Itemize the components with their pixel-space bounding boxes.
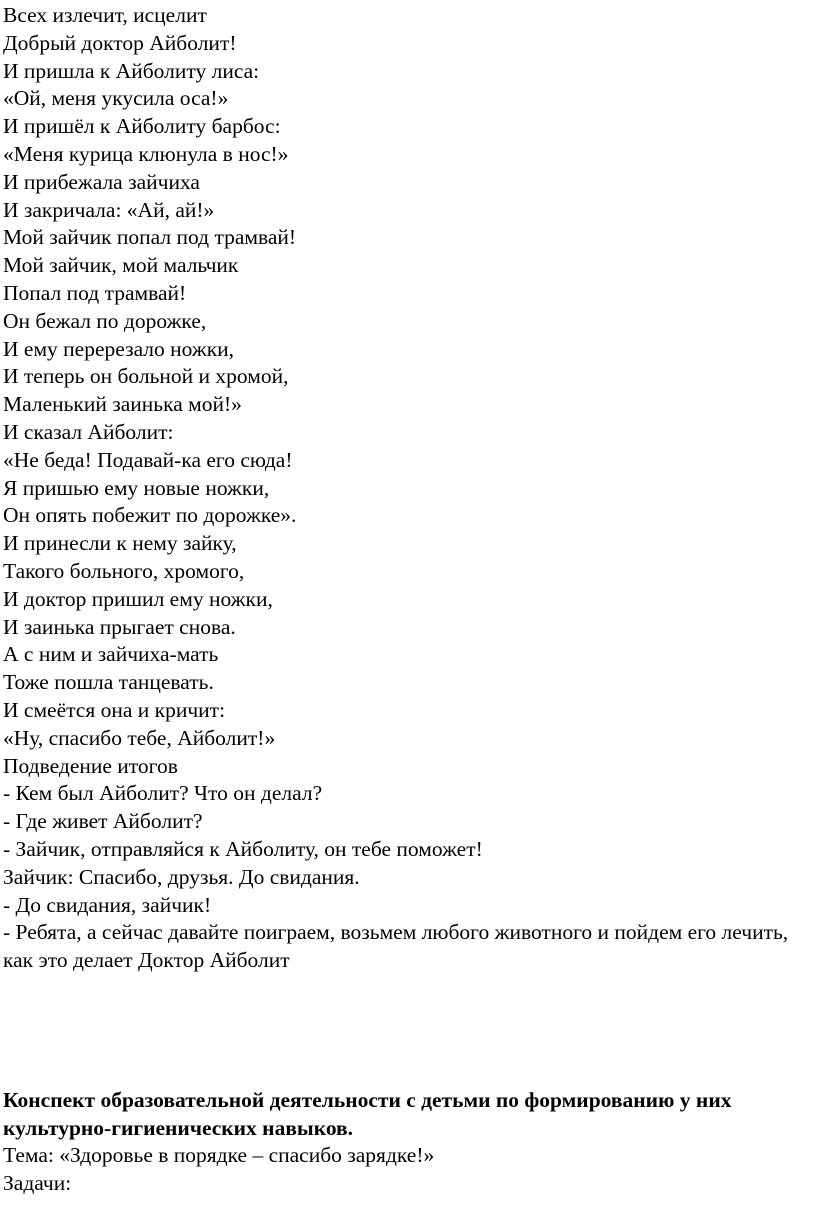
poem <box>3 2 815 753</box>
poem-line: Мой зайчик попал под трамвай! <box>3 225 297 250</box>
poem-line: И сказал Айболит: <box>3 419 174 444</box>
poem-line: Попал под трамвай! <box>3 280 187 305</box>
section-tasks-label: Задачи: <box>3 1171 72 1196</box>
poem-line: «Ну, спасибо тебе, Айболит!» <box>3 725 276 750</box>
poem-line: «Ой, меня укусила оса!» <box>3 86 229 111</box>
poem-line: Он бежал по дорожке, <box>3 308 207 333</box>
poem-line: Он опять побежит по дорожке». <box>3 503 297 528</box>
poem-line: Мой зайчик, мой мальчик <box>3 253 239 278</box>
summary-heading: Подведение итогов <box>3 753 178 778</box>
summary-line: - До свидания, зайчик! <box>3 892 212 917</box>
poem-line: «Не беда! Подавай-ка его сюда! <box>3 447 293 472</box>
summary-line: Зайчик: Спасибо, друзья. До свидания. <box>3 864 360 889</box>
poem-line: «Меня курица клюнула в нос!» <box>3 141 289 166</box>
section-title: Конспект образовательной деятельности с детьми по формированию у них культурно-гигиенических навыков. <box>3 1087 732 1140</box>
poem-line: И ему перерезало ножки, <box>3 336 235 361</box>
poem-line: И закричала: «Ай, ай!» <box>3 197 215 222</box>
poem-line: И теперь он больной и хромой, <box>3 364 289 389</box>
poem-line: И прибежала зайчиха <box>3 169 200 194</box>
poem-line: Маленький заинька мой!» <box>3 392 242 417</box>
summary-section <box>3 753 815 975</box>
poem-line: Добрый доктор Айболит! <box>3 30 237 55</box>
section-spacer <box>3 975 815 1087</box>
poem-line: Такого больного, хромого, <box>3 558 245 583</box>
poem-line: Я пришью ему новые ножки, <box>3 475 270 500</box>
poem-line: И доктор пришил ему ножки, <box>3 586 273 611</box>
poem-line: Тоже пошла танцевать. <box>3 670 214 695</box>
poem-line: И пришёл к Айболиту барбос: <box>3 114 281 139</box>
section-theme: Тема: «Здоровье в порядке – спасибо зарядке!» <box>3 1143 435 1168</box>
summary-line: - Где живет Айболит? <box>3 809 203 834</box>
poem-line: И смеётся она и кричит: <box>3 697 226 722</box>
poem-line: И принесли к нему зайку, <box>3 531 237 556</box>
poem-line: И заинька прыгает снова. <box>3 614 236 639</box>
summary-closing-paragraph: - Ребята, а сейчас давайте поиграем, возьмем любого животного и пойдем его лечить, как это делает Доктор Айболит <box>3 920 789 973</box>
next-section <box>3 1087 815 1198</box>
poem-line: А с ним и зайчиха-мать <box>3 642 219 667</box>
summary-line: - Зайчик, отправляйся к Айболиту, он тебе поможет! <box>3 836 483 861</box>
poem-line: И пришла к Айболиту лиса: <box>3 58 260 83</box>
poem-line: Всех излечит, исцелит <box>3 3 207 27</box>
summary-line: - Кем был Айболит? Что он делал? <box>3 781 323 806</box>
document-page <box>3 2 815 1198</box>
